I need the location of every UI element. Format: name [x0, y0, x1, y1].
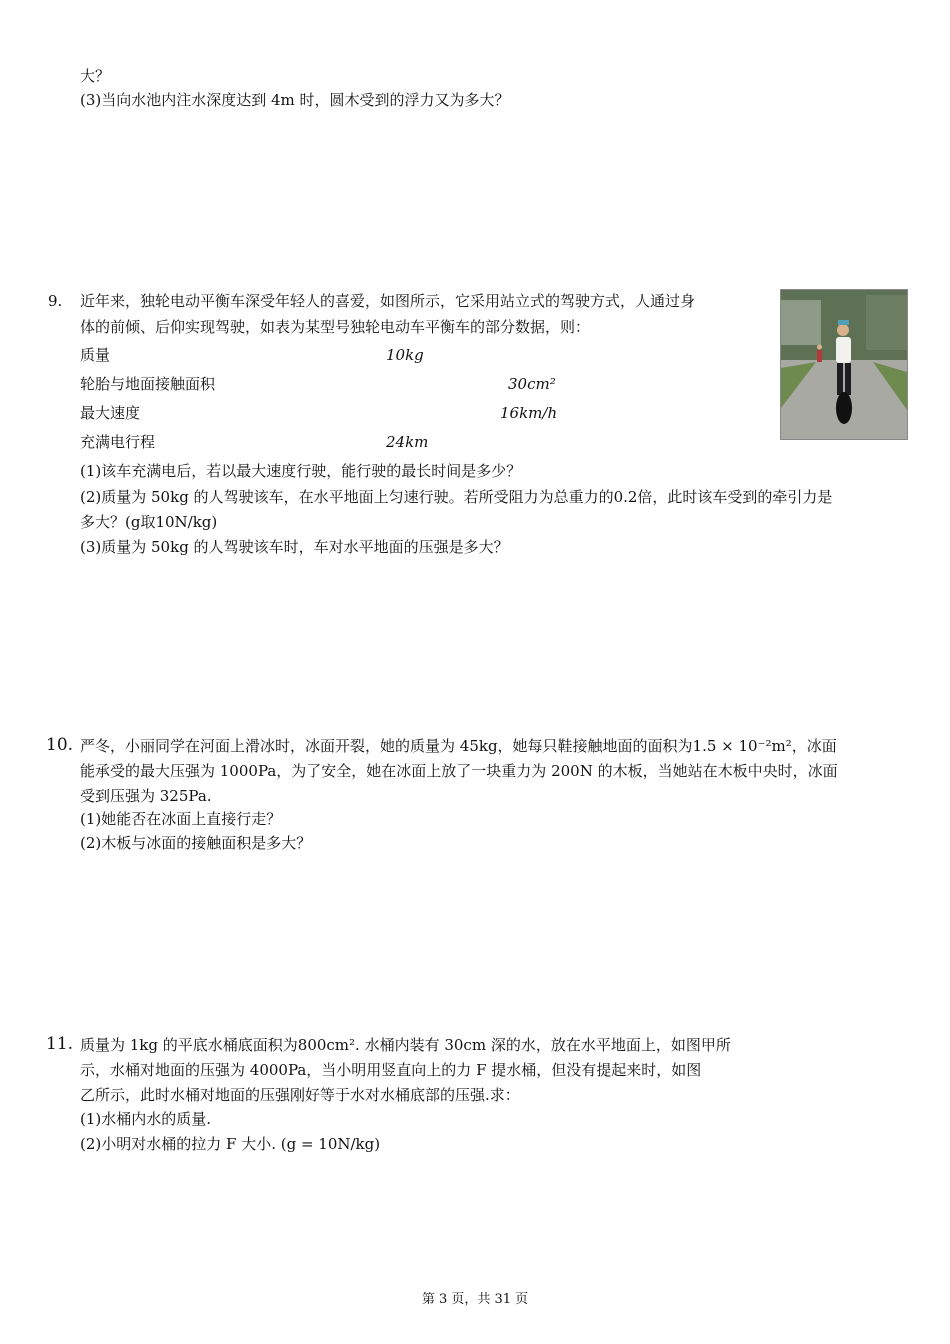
q9-part3: (3)质量为 50kg 的人驾驶该车时，车对水平地面的压强是多大？	[80, 538, 509, 556]
table-label-max-speed: 最大速度	[80, 404, 141, 422]
q9-intro-line1: 近年来，独轮电动平衡车深受年轻人的喜爱，如图所示，它采用站立式的驾驶方式，人通过身	[80, 292, 696, 310]
page-footer: 第 3 页，共 31 页	[421, 1292, 529, 1307]
q11-line2: 示，水桶对地面的压强为 4000Pa，当小明用竖直向上的力 F 提水桶，但没有提起来时，如图	[80, 1061, 702, 1079]
q10-part2: (2)木板与冰面的接触面积是多大？	[80, 834, 312, 852]
q9-intro-line2: 体的前倾、后仰实现驾驶，如表为某型号独轮电动车平衡车的部分数据，则：	[80, 318, 591, 336]
table-value-contact-area: 30cm²	[508, 375, 556, 393]
q11-line3: 乙所示，此时水桶对地面的压强刚好等于水对水桶底部的压强.求：	[80, 1086, 520, 1104]
table-value-max-speed: 16km/h	[500, 404, 558, 422]
q11-number: 11.	[46, 1034, 74, 1054]
q8-line-continuation: 大？	[80, 67, 111, 85]
q9-part1: (1)该车充满电后，若以最大速度行驶，能行驶的最长时间是多少？	[80, 462, 522, 480]
q10-number: 10.	[46, 735, 74, 755]
q9-part2-line2: 多大？(g取10N/kg)	[80, 513, 218, 531]
q10-line1: 严冬，小丽同学在河面上滑冰时，冰面开裂，她的质量为 45kg，她每只鞋接触地面的面积为1.5 × 10⁻²m²，冰面	[80, 737, 837, 755]
table-value-mass: 10kg	[386, 346, 424, 364]
table-label-range: 充满电行程	[80, 433, 156, 451]
table-value-range: 24km	[386, 433, 429, 451]
q10-line3: 受到压强为 325Pa.	[80, 787, 212, 805]
q10-line2: 能承受的最大压强为 1000Pa，为了安全，她在冰面上放了一块重力为 200N 的木板，当她站在木板中央时，冰面	[80, 762, 838, 780]
q11-part1: (1)水桶内水的质量.	[80, 1110, 212, 1128]
table-label-mass: 质量	[80, 346, 111, 364]
q9-part2-line1: (2)质量为 50kg 的人驾驶该车，在水平地面上匀速行驶。若所受阻力为总重力的0.2倍，此时该车受到的牵引力是	[80, 488, 833, 506]
q8-part3: (3)当向水池内注水深度达到 4m 时，圆木受到的浮力又为多大？	[80, 91, 510, 109]
unicycle-rider-photo	[780, 289, 908, 440]
q10-part1: (1)她能否在冰面上直接行走？	[80, 810, 282, 828]
unicycle-rider-illustration	[781, 290, 907, 439]
table-label-contact-area: 轮胎与地面接触面积	[80, 375, 216, 393]
q11-line1: 质量为 1kg 的平底水桶底面积为800cm². 水桶内装有 30cm 深的水，放在水平地面上，如图甲所	[80, 1036, 731, 1054]
q9-number: 9.	[48, 292, 63, 310]
q11-part2: (2)小明对水桶的拉力 F 大小. (g = 10N/kg)	[80, 1135, 381, 1153]
